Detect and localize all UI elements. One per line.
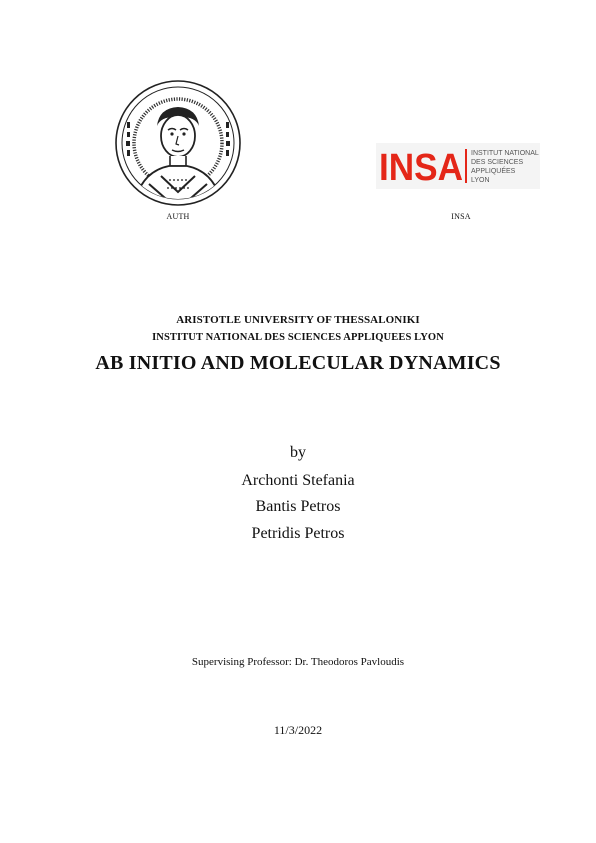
by-label: by [290,444,306,461]
svg-text:DES SCIENCES: DES SCIENCES [471,159,524,166]
insa-lyon-logo [376,143,540,189]
svg-text:LYON: LYON [471,177,490,184]
svg-text:INSA: INSA [379,147,463,189]
author-name: Bantis Petros [255,498,341,515]
insa-logo-caption: INSA [451,212,471,221]
institute-name: INSTITUT NATIONAL DES SCIENCES APPLIQUEES LYON [152,332,444,343]
author-name: Petridis Petros [251,525,345,542]
university-name: ARISTOTLE UNIVERSITY OF THESSALONIKI [176,314,420,326]
aristotle-university-seal-logo [109,80,247,210]
svg-text:APPLIQUÉES: APPLIQUÉES [471,168,516,175]
supervisor-line: Supervising Professor: Dr. Theodoros Pavloudis [191,656,405,668]
auth-logo-caption: AUTH [166,212,190,221]
document-date: 11/3/2022 [273,723,323,737]
document-title: AB INITIO AND MOLECULAR DYNAMICS [95,352,501,374]
author-name: Archonti Stefania [241,472,355,489]
svg-text:INSTITUT NATIONAL: INSTITUT NATIONAL [471,150,539,157]
